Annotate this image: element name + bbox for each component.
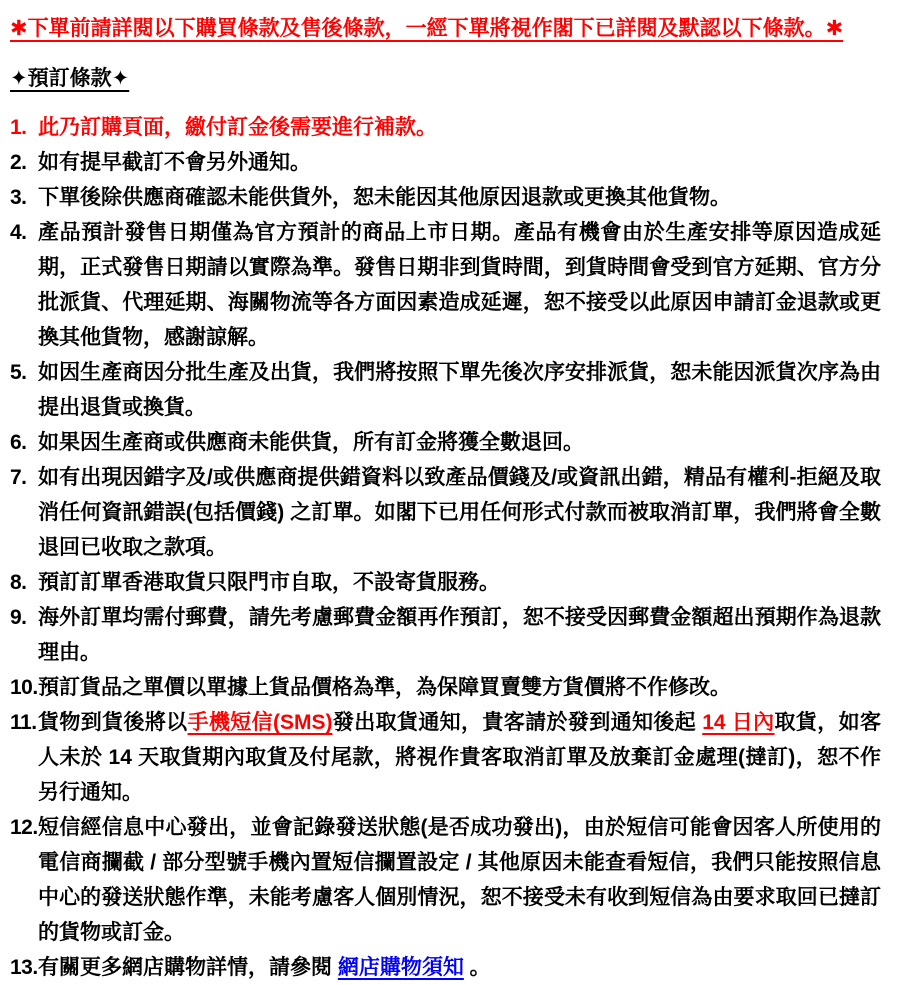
term-8-text: 預訂訂單香港取貨只限門市自取，不設寄貨服務。 xyxy=(38,571,500,594)
term-text xyxy=(38,600,881,670)
term-text xyxy=(38,810,881,950)
term-text xyxy=(38,705,881,810)
term-number: 12. xyxy=(10,816,38,839)
term-number: 1. xyxy=(10,116,27,139)
term-11-text-part: 貨物到貨後將以 xyxy=(38,711,188,734)
term-number: 10. xyxy=(10,676,38,699)
term-13-text-part: 有關更多網店購物詳情，請參閱 xyxy=(38,956,338,979)
term-10-text: 預訂貨品之單價以單據上貨品價格為準，為保障買賣雙方貨價將不作修改。 xyxy=(38,676,731,699)
term-item-5 xyxy=(10,355,881,425)
term-item-8 xyxy=(10,565,881,600)
terms-list xyxy=(10,110,881,985)
term-number: 11. xyxy=(10,711,37,734)
term-number: 5. xyxy=(10,361,27,384)
term-number: 2. xyxy=(10,151,27,174)
term-item-11 xyxy=(10,705,881,810)
term-9-text: 海外訂單均需付郵費，請先考慮郵費金額再作預訂，恕不接受因郵費金額超出預期作為退款理由。 xyxy=(38,606,881,664)
term-item-3 xyxy=(10,180,881,215)
term-text xyxy=(38,145,881,180)
term-text xyxy=(38,670,881,705)
term-text xyxy=(38,565,881,600)
term-13-text-part: 。 xyxy=(463,956,491,979)
term-12-text: 短信經信息中心發出，並會記錄發送狀態(是否成功發出)，由於短信可能會因客人所使用的電信商攔截 / 部分型號手機內置短信攔置設定 / 其他原因未能查看短信，我們只能按照信息中心的發送狀態作準，未能考慮客人個別情況，恕不接受未有收到短信為由要求取回已撻訂的貨物或訂金。 xyxy=(38,816,881,944)
term-item-2 xyxy=(10,145,881,180)
term-number: 4. xyxy=(10,221,27,244)
term-11-text-part: 取貨，如客人未於 14 天取貨期內取貨及付尾款，將視作貴客取消訂單及放棄訂金處理(撻訂)，恕不作另行通知。 xyxy=(38,711,882,804)
term-3-text: 下單後除供應商確認未能供貨外，恕未能因其他原因退款或更換其他貨物。 xyxy=(38,186,731,209)
term-number: 6. xyxy=(10,431,27,454)
term-6-text: 如果因生產商或供應商未能供貨，所有訂金將獲全數退回。 xyxy=(38,431,584,454)
term-item-7 xyxy=(10,460,881,565)
term-item-13 xyxy=(10,950,881,985)
pre-order-warning-notice: ✱下單前請詳閱以下購買條款及售後條款，一經下單將視作閣下已詳閱及默認以下條款。✱ xyxy=(10,17,844,40)
term-7-text: 如有出現因錯字及/或供應商提供錯資料以致產品價錢及/或資訊出錯，精品有權利-拒絕及取消任何資訊錯誤(包括價錢) 之訂單。如閣下已用任何形式付款而被取消訂單，我們將會全數退回已收取之款項。 xyxy=(38,466,881,559)
sms-notice-emphasis: 手機短信(SMS) xyxy=(187,711,333,734)
term-11-text-part: 發出取貨通知，貴客請於發到通知後起 xyxy=(332,711,703,734)
term-number: 13. xyxy=(10,956,38,979)
term-4-text: 產品預計發售日期僅為官方預計的商品上市日期。產品有機會由於生產安排等原因造成延期，正式發售日期請以實際為準。發售日期非到貨時間，到貨時間會受到官方延期、官方分批派貨、代理延期、海關物流等各方面因素造成延遲，恕不接受以此原因申請訂金退款或更換其他貨物，感謝諒解。 xyxy=(38,221,881,349)
term-text xyxy=(38,110,881,145)
term-number: 8. xyxy=(10,571,27,594)
term-item-10 xyxy=(10,670,881,705)
term-text xyxy=(38,460,881,565)
term-item-1 xyxy=(10,110,881,145)
term-item-9 xyxy=(10,600,881,670)
term-text xyxy=(38,355,881,425)
term-number: 9. xyxy=(10,606,27,629)
term-item-6 xyxy=(10,425,881,460)
section-title-preorder-terms: ✦預訂條款✦ xyxy=(10,67,130,90)
pickup-deadline-emphasis: 14 日內 xyxy=(702,711,775,734)
term-text xyxy=(38,180,881,215)
term-text xyxy=(38,425,881,460)
term-text xyxy=(38,950,881,985)
term-item-12 xyxy=(10,810,881,950)
term-item-4 xyxy=(10,215,881,355)
term-number: 7. xyxy=(10,466,27,489)
store-shopping-guide-link[interactable]: 網店購物須知 xyxy=(337,956,464,979)
term-number: 3. xyxy=(10,186,27,209)
term-5-text: 如因生產商因分批生產及出貨，我們將按照下單先後次序安排派貨，恕未能因派貨次序為由提出退貨或換貨。 xyxy=(38,361,881,419)
term-text xyxy=(38,215,881,355)
term-1-text: 此乃訂購頁面，繳付訂金後需要進行補款。 xyxy=(38,116,437,139)
term-2-text: 如有提早截訂不會另外通知。 xyxy=(38,151,311,174)
